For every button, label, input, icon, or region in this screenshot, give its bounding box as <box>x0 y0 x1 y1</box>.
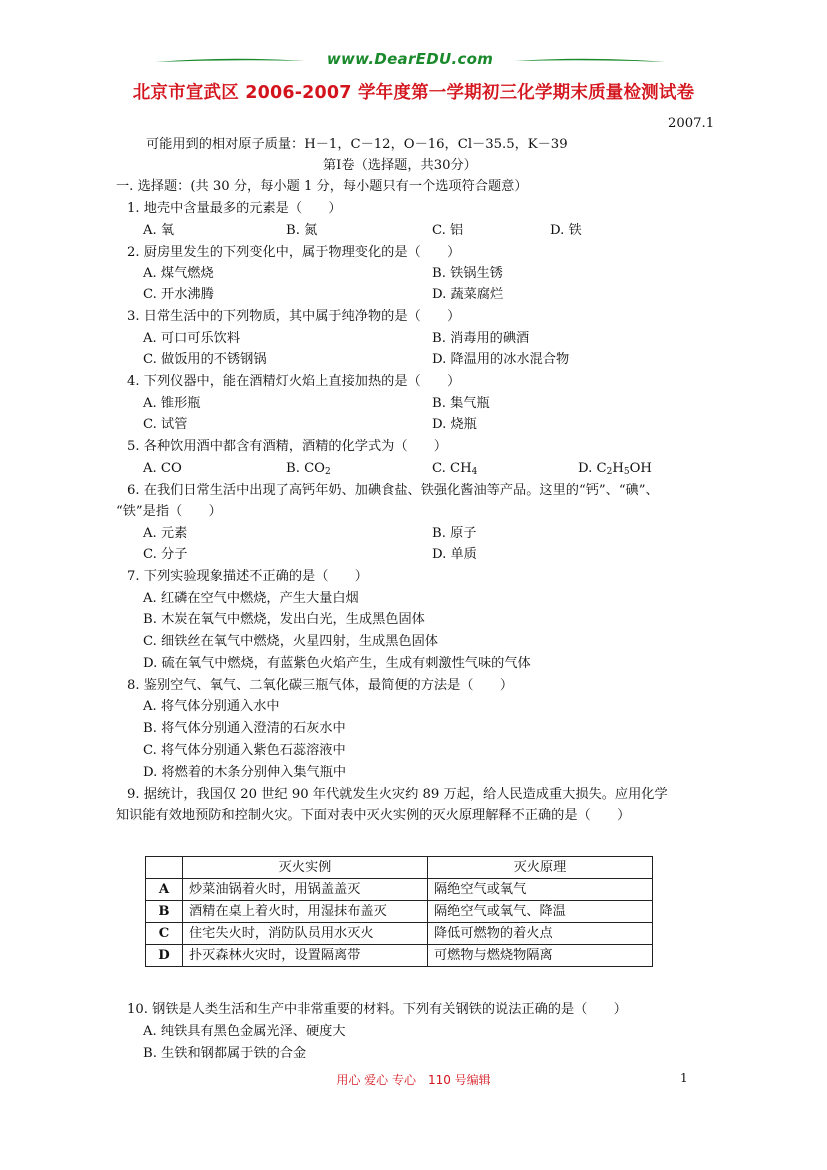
footer-slogan: 用心 爱心 专心 110 号编辑 <box>336 1073 491 1087</box>
question-8-stem: 8. 鉴别空气、氧气、二氧化碳三瓶气体，最简便的方法是（ ） <box>127 678 514 693</box>
q7-option-d: D. 硫在氧气中燃烧，有蓝紫色火焰产生，生成有刺激性气味的气体 <box>143 656 531 671</box>
q1-option-c: C. 铝 <box>432 223 464 238</box>
row-label: D <box>146 945 183 967</box>
question-4-stem: 4. 下列仪器中，能在酒精灯火焰上直接加热的是（ ） <box>127 374 461 389</box>
q4-option-c: C. 试管 <box>143 417 188 432</box>
table-row <box>146 923 653 945</box>
q2-option-c: C. 开水沸腾 <box>143 287 214 302</box>
q1-option-b: B. 氮 <box>286 223 318 238</box>
q5-option-b: B. $CO_2$ <box>286 461 331 477</box>
question-9-stem-line2: 知识能有效地预防和控制火灾。下面对表中灭火实例的灭火原理解释不正确的是（ ） <box>116 808 631 823</box>
q6-option-d: D. 单质 <box>432 547 477 562</box>
page-number: 1 <box>680 1071 688 1085</box>
table-header-blank <box>146 857 183 879</box>
exam-title: 北京市宣武区 2006-2007 学年度第一学期初三化学期末质量检测试卷 <box>132 83 695 103</box>
question-1-stem: 1. 地壳中含量最多的元素是（ ） <box>127 201 342 216</box>
row-example: 扑灭森林火灾时，设置隔离带 <box>183 945 428 967</box>
question-2-stem: 2. 厨房里发生的下列变化中，属于物理变化的是（ ） <box>127 245 461 260</box>
q6-option-a: A. 元素 <box>143 526 188 541</box>
table-row <box>146 945 653 967</box>
table-header-row <box>146 857 653 879</box>
q7-option-a: A. 红磷在空气中燃烧，产生大量白烟 <box>143 591 359 606</box>
q6-option-b: B. 原子 <box>432 526 477 541</box>
q3-option-b: B. 消毒用的碘酒 <box>432 331 530 346</box>
row-example: 炒菜油锅着火时，用锅盖盖灭 <box>183 879 428 901</box>
row-label: C <box>146 923 183 945</box>
row-principle: 可燃物与燃烧物隔离 <box>428 945 653 967</box>
q3-option-d: D. 降温用的冰水混合物 <box>432 352 570 367</box>
site-url[interactable]: www.DearEDU.com <box>326 50 494 68</box>
row-example: 住宅失火时，消防队员用水灭火 <box>183 923 428 945</box>
q3-option-c: C. 做饭用的不锈钢锅 <box>143 352 267 367</box>
q2-option-a: A. 煤气燃烧 <box>143 266 214 281</box>
fire-extinguishing-table <box>145 856 653 967</box>
q8-option-c: C. 将气体分别通入紫色石蕊溶液中 <box>143 743 346 758</box>
q2-option-d: D. 蔬菜腐烂 <box>432 287 504 302</box>
q6-option-c: C. 分子 <box>143 547 188 562</box>
question-10-stem: 10. 钢铁是人类生活和生产中非常重要的材料。下列有关钢铁的说法正确的是（ ） <box>127 1002 627 1017</box>
question-3-stem: 3. 日常生活中的下列物质，其中属于纯净物的是（ ） <box>127 309 461 324</box>
q10-option-b: B. 生铁和钢都属于铁的合金 <box>143 1046 307 1061</box>
q8-option-a: A. 将气体分别通入水中 <box>143 699 280 714</box>
q2-option-b: B. 铁锅生锈 <box>432 266 503 281</box>
table-header-principle: 灭火原理 <box>428 857 653 879</box>
question-7-stem: 7. 下列实验现象描述不正确的是（ ） <box>127 569 368 584</box>
banner-swoosh-right <box>515 56 665 66</box>
question-9-stem-line1: 9. 据统计，我国仅 20 世纪 90 年代就发生火灾约 89 万起，给人民造成重大损失。应用化学 <box>127 787 668 802</box>
volume-title: 第Ⅰ卷（选择题，共30分） <box>323 158 477 173</box>
row-principle: 隔绝空气或氧气 <box>428 879 653 901</box>
table-row <box>146 879 653 901</box>
table-row <box>146 901 653 923</box>
question-5-stem: 5. 各种饮用酒中都含有酒精，酒精的化学式为（ ） <box>127 439 448 454</box>
q3-option-a: A. 可口可乐饮料 <box>143 331 241 346</box>
q8-option-d: D. 将燃着的木条分别伸入集气瓶中 <box>143 765 347 780</box>
table-header-example: 灭火实例 <box>183 857 428 879</box>
q7-option-c: C. 细铁丝在氧气中燃烧，火星四射，生成黑色固体 <box>143 634 438 649</box>
atomic-masses: 可能用到的相对原子质量：H－1，C－12，O－16，Cl－35.5，K－39 <box>146 137 568 152</box>
row-label: B <box>146 901 183 923</box>
q10-option-a: A. 纯铁具有黑色金属光泽、硬度大 <box>143 1024 346 1039</box>
q8-option-b: B. 将气体分别通入澄清的石灰水中 <box>143 721 346 736</box>
q5-option-a: A. CO <box>143 461 182 476</box>
section-title: 一. 选择题：(共 30 分，每小题 1 分，每小题只有一个选项符合题意） <box>116 179 528 194</box>
row-example: 酒精在桌上着火时，用湿抹布盖灭 <box>183 901 428 923</box>
question-6-stem-line1: 6. 在我们日常生活中出现了高钙年奶、加碘食盐、铁强化酱油等产品。这里的“钙”、“碘”、 <box>127 483 659 498</box>
row-principle: 降低可燃物的着火点 <box>428 923 653 945</box>
q4-option-d: D. 烧瓶 <box>432 417 477 432</box>
q7-option-b: B. 木炭在氧气中燃烧，发出白光，生成黑色固体 <box>143 612 425 627</box>
site-banner <box>155 50 665 74</box>
exam-date: 2007.1 <box>668 116 715 131</box>
q1-option-d: D. 铁 <box>550 223 582 238</box>
q4-option-b: B. 集气瓶 <box>432 396 490 411</box>
q4-option-a: A. 锥形瓶 <box>143 396 201 411</box>
row-label: A <box>146 879 183 901</box>
q5-option-c: C. $CH_4$ <box>432 461 478 477</box>
row-principle: 隔绝空气或氧气、降温 <box>428 901 653 923</box>
q1-option-a: A. 氧 <box>143 223 175 238</box>
question-6-stem-line2: “铁”是指（ ） <box>116 504 222 519</box>
q5-option-d: D. $C_2H_5OH$ <box>578 461 652 477</box>
